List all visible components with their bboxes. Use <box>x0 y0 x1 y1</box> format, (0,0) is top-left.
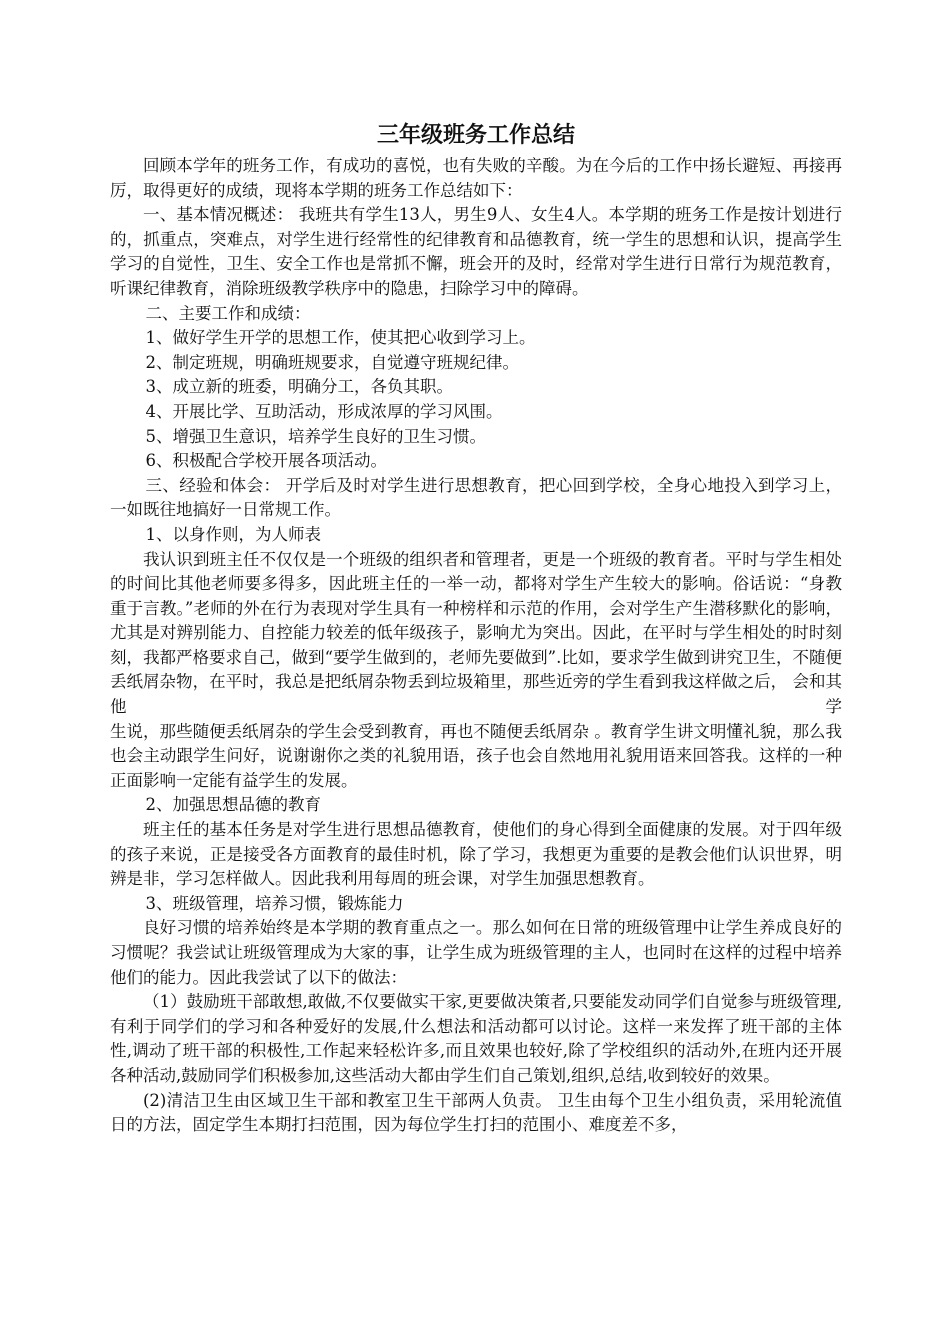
list-item-4: 4、开展比学、互助活动，形成浓厚的学习风围。 <box>145 401 503 421</box>
paragraph-role-model-cont: 生说，那些随便丢纸屑杂的学生会受到教育，再也不随便丢纸屑杂 。教育学生讲文明懂礼貌，那么我也会主动跟学生问好，说谢谢你之类的礼貌用语，孩子也会自然地用礼貌用语来回答我。这样的一种正面影响一定能有益学生的发展。 <box>110 721 842 790</box>
paragraph-moral-education: 班主任的基本任务是对学生进行思想品德教育，使他们的身心得到全面健康的发展。对于四年级的孩子来说，正是接受各方面教育的最佳时机，除了学习，我想更为重要的是教会他们认识世界，明辨是非，学习怎样做人。因此我利用每周的班会课，对学生加强思想教育。 <box>110 820 842 889</box>
paragraph-role-model: 我认识到班主任不仅仅是一个班级的组织者和管理者，更是一个班级的教育者。平时与学生相处的时间比其他老师要多得多，因此班主任的一举一动，都将对学生产生较大的影响。俗话说：“身教重于言教。”老师的外在行为表现对学生具有一种榜样和示范的作用，会对学生产生潜移默化的影响，尤其是对辨别能力、自控能力较差的低年级孩子，影响尤为突出。因此，在平时与学生相处的时时刻刻，我都严格要求自己，做到“要学生做到的，老师先要做到”.比如，要求学生做到讲究卫生，不随便丢纸屑杂物，在平时，我总是把纸屑杂物丢到垃圾箱里，那些近旁的学生看到我这样做之后， 会和其他学 <box>110 549 842 717</box>
paragraph-section-3: 三、经验和体会： 开学后及时对学生进行思想教育，把心回到学校，全身心地投入到学习上，一如既往地搞好一日常规工作。 <box>110 475 842 520</box>
subheading-1: 1、以身作则，为人师表 <box>145 524 321 544</box>
paragraph-habits: 良好习惯的培养始终是本学期的教育重点之一。那么如何在日常的班级管理中让学生养成良好的习惯呢？我尝试让班级管理成为大家的事，让学生成为班级管理的主人，也同时在这样的过程中培养他们的能力。因此我尝试了以下的做法： <box>110 918 842 987</box>
list-item-1: 1、做好学生开学的思想工作，使其把心收到学习上。 <box>145 328 536 348</box>
paragraph-item-2: (2)清洁卫生由区域卫生干部和教室卫生干部两人负责。 卫生由每个卫生小组负责，采用轮流值日的方法，固定学生本期打扫范围，因为每位学生打扫的范围小、难度差不多， <box>110 1090 842 1135</box>
subheading-2: 2、加强思想品德的教育 <box>145 795 321 815</box>
subheading-3: 3、班级管理，培养习惯，锻炼能力 <box>145 893 404 913</box>
list-item-3: 3、成立新的班委，明确分工，各负其职。 <box>145 377 453 397</box>
document-title: 三年级班务工作总结 <box>376 122 575 148</box>
list-item-6: 6、积极配合学校开展各项活动。 <box>145 451 387 471</box>
paragraph-intro: 回顾本学年的班务工作，有成功的喜悦，也有失败的辛酸。为在今后的工作中扬长避短、再接再厉，取得更好的成绩，现将本学期的班务工作总结如下： <box>110 156 842 200</box>
document-page <box>110 118 842 1138</box>
paragraph-section-1: 一、基本情况概述： 我班共有学生13人，男生9人、女生4人。本学期的班务工作是按计划进行的，抓重点，突难点，对学生进行经常性的纪律教育和品德教育，统一学生的思想和认识，提高学生学习的自觉性，卫生、安全工作也是常抓不懈，班会开的及时，经常对学生进行日常行为规范教育，听课纪律教育，消除班级教学秩序中的隐患，扫除学习中的障碍。 <box>110 205 842 298</box>
list-item-2: 2、制定班规，明确班规要求，自觉遵守班规纪律。 <box>145 352 519 372</box>
paragraph-item-1: （1）鼓励班干部敢想,敢做,不仅要做实干家,更要做决策者,只要能发动同学们自觉参与班级管理,有利于同学们的学习和各种爱好的发展,什么想法和活动都可以讨论。这样一来发挥了班干部的主体性,调动了班干部的积极性,工作起来轻松许多,而且效果也较好,除了学校组织的活动外,在班内还开展各种活动,鼓励同学们积极参加,这些活动大都由学生们自己策划,组织,总结,收到较好的效果。 <box>110 992 842 1085</box>
heading-section-2: 二、主要工作和成绩： <box>145 303 311 323</box>
list-item-5: 5、增强卫生意识，培养学生良好的卫生习惯。 <box>145 426 486 446</box>
